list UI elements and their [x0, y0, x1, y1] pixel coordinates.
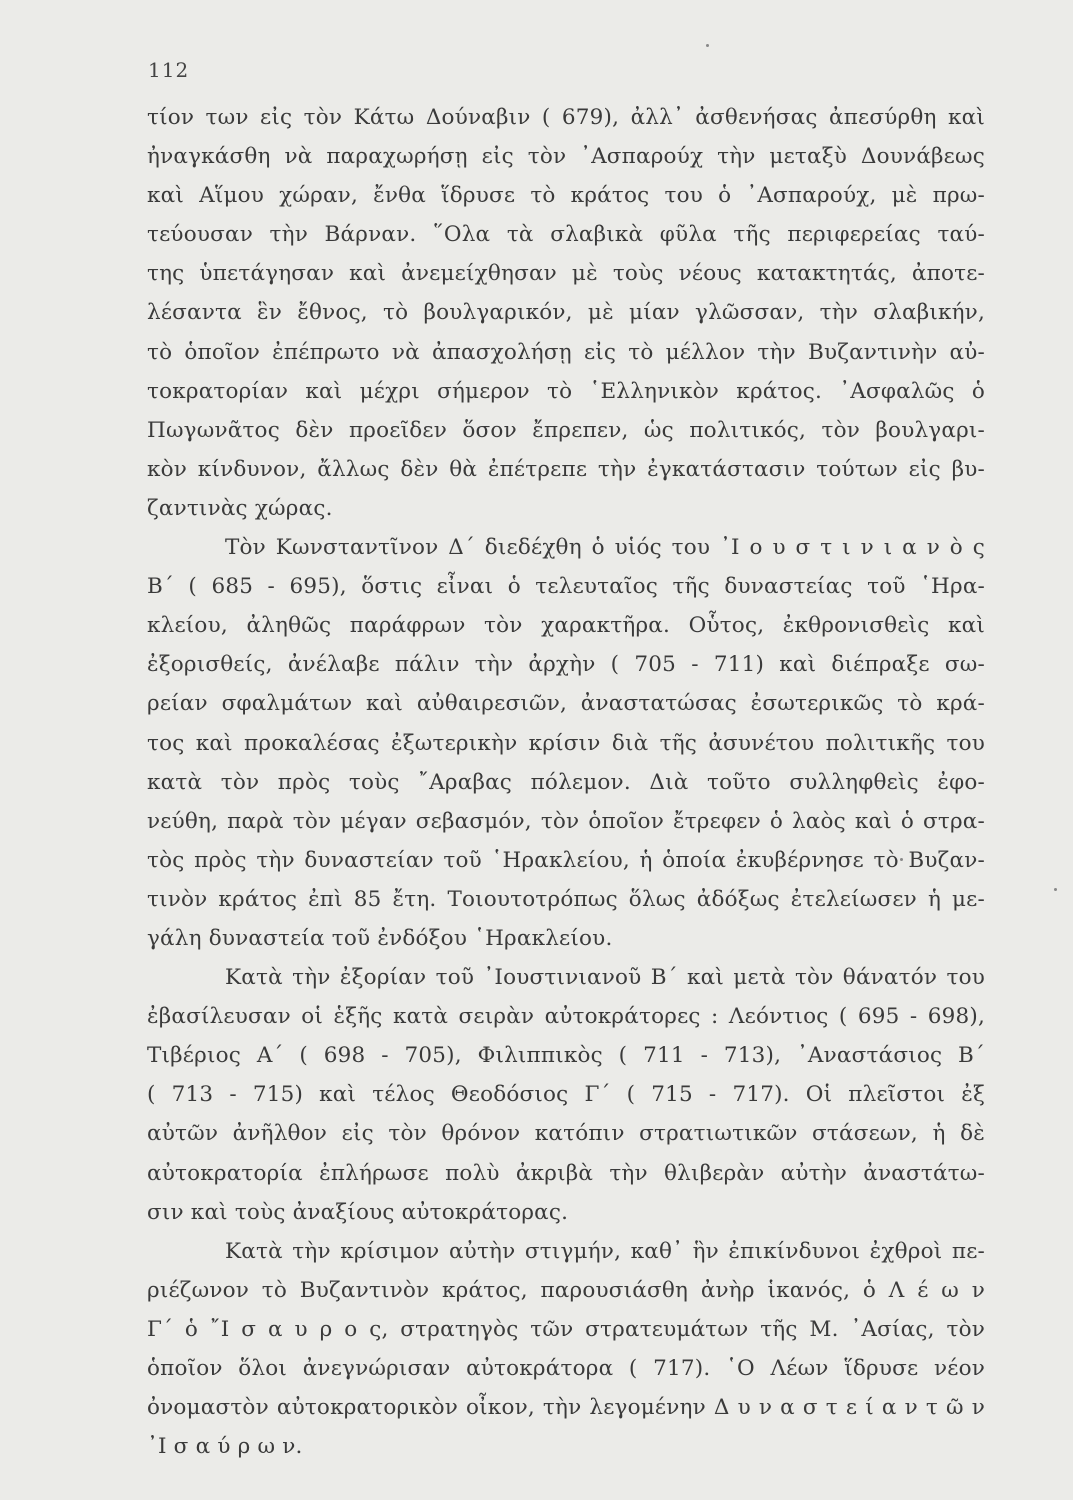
text-line: ( 713 - 715) καὶ τέλος Θεοδόσιος Γ΄ ( 715 - 717). Οἱ πλεῖστοι ἐξ: [147, 1082, 985, 1108]
text-line: ὁποῖον ὅλοι ἀνεγνώρισαν αὐτοκράτορα ( 717). ῾Ο Λέων ἵδρυσε νέον: [147, 1356, 985, 1381]
text-line: της ὑπετάγησαν καὶ ἀνεμείχθησαν μὲ τοὺς νέους κατακτητάς, ἀποτε-: [147, 261, 985, 287]
text-line: ἠναγκάσθη νὰ παραχωρήσῃ εἰς τὸν ᾽Ασπαρούχ τὴν μεταξὺ Δουνάβεως: [147, 144, 985, 170]
text-line: γάλη δυναστεία τοῦ ἐνδόξου ῾Ηρακλείου.: [147, 925, 613, 951]
text-line: ζαντινὰς χώρας.: [147, 495, 333, 521]
page-number: 112: [148, 58, 190, 82]
text-line: τοκρατορίαν καὶ μέχρι σήμερον τὸ ῾Ελληνικὸν κράτος. ᾽Ασφαλῶς ὁ: [147, 378, 985, 404]
text-line: τεύουσαν τὴν Βάρναν. ῞Ολα τὰ σλαβικὰ φῦλα τῆς περιφερείας ταύ-: [147, 222, 985, 248]
text-line: σιν καὶ τοὺς ἀναξίους αὐτοκράτορας.: [147, 1199, 569, 1225]
text-line: ρείαν σφαλμάτων καὶ αὐθαιρεσιῶν, ἀναστατώσας ἐσωτερικῶς τὸ κρά-: [147, 691, 985, 717]
text-line: αὐτοκρατορία ἐπλήρωσε πολὺ ἀκριβὰ τὴν θλιβερὰν αὐτὴν ἀναστάτω-: [147, 1160, 985, 1186]
text-line: κὸν κίνδυνον, ἄλλως δὲν θὰ ἐπέτρεπε τὴν ἐγκατάστασιν τούτων εἰς βυ-: [147, 456, 985, 482]
text-line: κατὰ τὸν πρὸς τοὺς ῎Αραβας πόλεμον. Διὰ τοῦτο συλληφθεὶς ἐφο-: [147, 769, 985, 795]
text-line: νεύθη, παρὰ τὸν μέγαν σεβασμόν, τὸν ὁποῖον ἔτρεφεν ὁ λαὸς καὶ ὁ στρα-: [147, 808, 985, 834]
text-line: ὀνομαστὸν αὐτοκρατορικὸν οἶκον, τὴν λεγομένην Δ υ ν α σ τ ε ί α ν τ ῶ ν: [147, 1395, 985, 1421]
text-line: κλείου, ἀληθῶς παράφρων τὸν χαρακτῆρα. Οὗτος, ἐκθρονισθεὶς καὶ: [147, 613, 985, 639]
text-line: τινὸν κράτος ἐπὶ 85 ἔτη. Τοιουτοτρόπως ὅλως ἀδόξως ἐτελείωσεν ἡ με-: [147, 886, 985, 912]
text-line: ᾽Ι σ α ύ ρ ω ν.: [147, 1434, 303, 1460]
text-line: ἐξορισθείς, ἀνέλαβε πάλιν τὴν ἀρχὴν ( 705 - 711) καὶ διέπραξε σω-: [147, 652, 985, 678]
text-line: τὸ ὁποῖον ἐπέπρωτο νὰ ἀπασχολήσῃ εἰς τὸ μέλλον τὴν Βυζαντινὴν αὐ-: [147, 339, 985, 365]
text-line: καὶ Αἵμου χώραν, ἔνθα ἵδρυσε τὸ κράτος του ὁ ᾽Ασπαρούχ, μὲ πρω-: [147, 183, 985, 209]
text-line: τὸς πρὸς τὴν δυναστείαν τοῦ ῾Ηρακλείου, ἡ ὁποία ἐκυβέρνησε τὸ Βυζαν-: [147, 847, 985, 873]
text-line: Β΄ ( 685 - 695), ὅστις εἶναι ὁ τελευταῖος τῆς δυναστείας τοῦ ῾Ηρα-: [147, 574, 985, 600]
speck-mark: [706, 44, 709, 47]
text-line: ἐβασίλευσαν οἱ ἑξῆς κατὰ σειρὰν αὐτοκράτορες : Λεόντιος ( 695 - 698),: [147, 1004, 985, 1030]
text-line: ριέζωνον τὸ Βυζαντινὸν κράτος, παρουσιάσθη ἀνὴρ ἱκανός, ὁ Λ έ ω ν: [147, 1277, 985, 1303]
text-line: αὐτῶν ἀνῆλθον εἰς τὸν θρόνον κατόπιν στρατιωτικῶν στάσεων, ἡ δὲ: [147, 1121, 985, 1147]
text-line: τίον των εἰς τὸν Κάτω Δούναβιν ( 679), ἀλλ᾽ ἀσθενήσας ἀπεσύρθη καὶ: [147, 105, 985, 130]
body-text: [147, 98, 985, 1466]
text-line: Τὸν Κωνσταντῖνον Δ΄ διεδέχθη ὁ υἱός του ᾽Ι ο υ σ τ ι ν ι α ν ὸ ς: [225, 535, 985, 561]
text-line: Τιβέριος Α΄ ( 698 - 705), Φιλιππικὸς ( 711 - 713), ᾽Αναστάσιος Β΄: [147, 1043, 985, 1069]
text-line: τος καὶ προκαλέσας ἐξωτερικὴν κρίσιν διὰ τῆς ἀσυνέτου πολιτικῆς του: [147, 730, 985, 756]
text-line: Γ΄ ὁ ῎Ι σ α υ ρ ο ς, στρατηγὸς τῶν στρατευμάτων τῆς Μ. ᾽Ασίας, τὸν: [147, 1316, 985, 1342]
text-line: Κατὰ τὴν ἐξορίαν τοῦ ᾽Ιουστινιανοῦ Β΄ καὶ μετὰ τὸν θάνατόν του: [225, 965, 985, 991]
text-line: Πωγωνᾶτος δὲν προεῖδεν ὅσον ἔπρεπεν, ὡς πολιτικός, τὸν βουλγαρι-: [147, 417, 985, 443]
text-line: Κατὰ τὴν κρίσιμον αὐτὴν στιγμήν, καθ᾽ ἣν ἐπικίνδυνοι ἐχθροὶ πε-: [225, 1238, 985, 1264]
speck-mark: [1054, 888, 1057, 891]
text-line: λέσαντα ἓν ἔθνος, τὸ βουλγαρικόν, μὲ μίαν γλῶσσαν, τὴν σλαβικήν,: [147, 300, 985, 326]
